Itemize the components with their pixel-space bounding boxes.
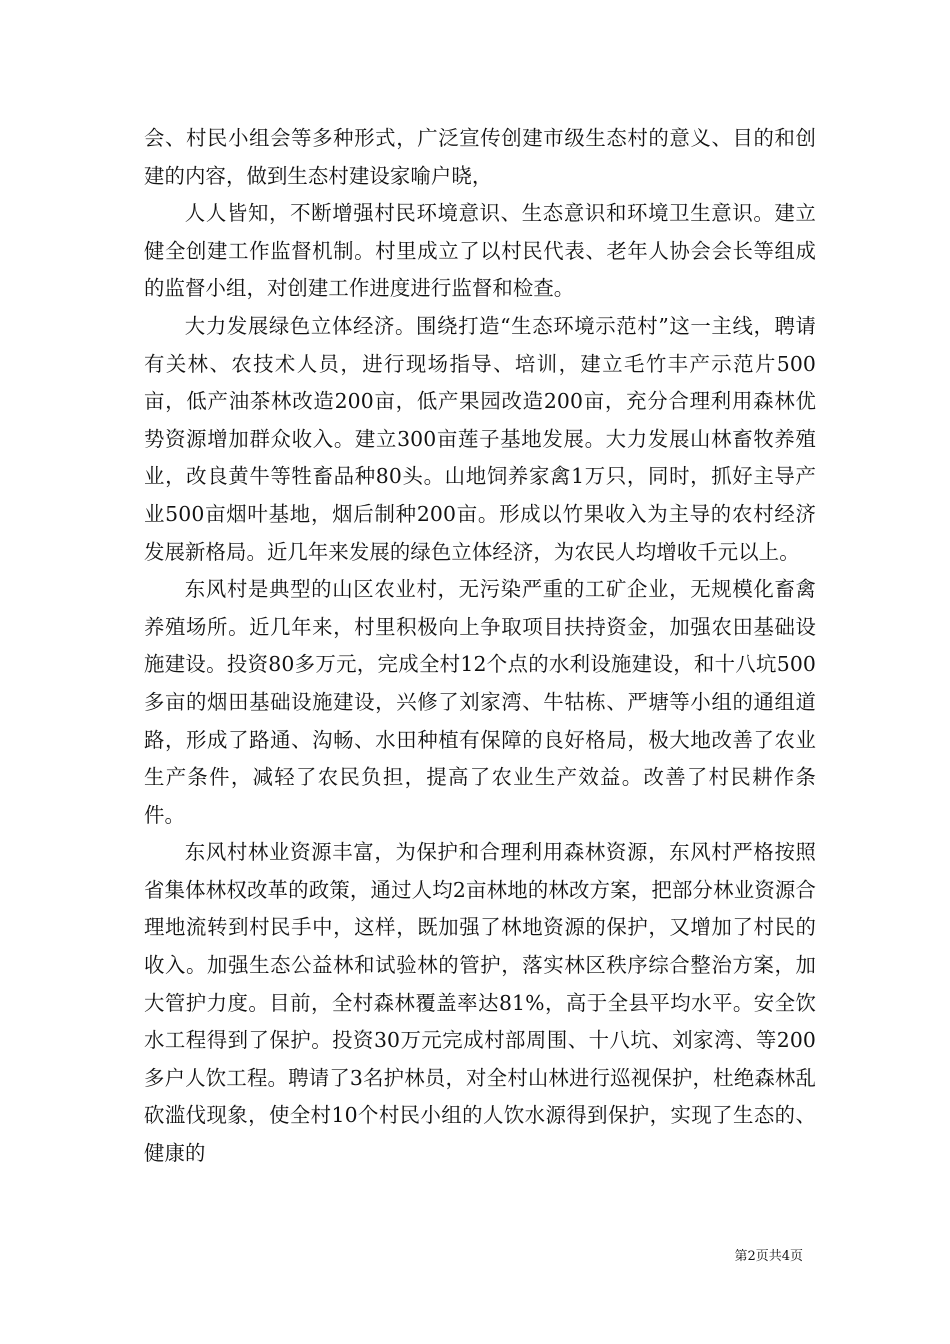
- page-number-footer: 第2页共4页: [734, 1249, 803, 1264]
- document-body: [144, 120, 816, 1173]
- paragraph-1: 会、村民小组会等多种形式，广泛宣传创建市级生态村的意义、目的和创建的内容，做到生态村建设家喻户晓，: [144, 126, 816, 188]
- paragraph-5: 东风村林业资源丰富，为保护和合理利用森林资源，东风村严格按照省集体林权改革的政策，通过人均2亩林地的林改方案，把部分林业资源合理地流转到村民手中，这样，既加强了林地资源的保护，又增加了村民的收入。加强生态公益林和试验林的管护，落实林区秩序综合整治方案，加大管护力度。目前，全村森林覆盖率达81%，高于全县平均水平。安全饮水工程得到了保护。投资30万元完成村部周围、十八坑、刘家湾、等200多户人饮工程。聘请了3名护林员，对全村山林进行巡视保护，杜绝森林乱砍滥伐现象，使全村10个村民小组的人饮水源得到保护，实现了生态的、健康的: [144, 840, 816, 1166]
- paragraph-3: 大力发展绿色立体经济。围绕打造“生态环境示范村”这一主线，聘请有关林、农技术人员，进行现场指导、培训，建立毛竹丰产示范片500亩，低产油茶林改造200亩，低产果园改造200亩，充分合理利用森林优势资源增加群众收入。建立300亩莲子基地发展。大力发展山林畜牧养殖业，改良黄牛等牲畜品种80头。山地饲养家禽1万只，同时，抓好主导产业500亩烟叶基地，烟后制种200亩。形成以竹果收入为主导的农村经济发展新格局。近几年来发展的绿色立体经济，为农民人均增收千元以上。: [144, 313, 816, 564]
- paragraph-2: 人人皆知，不断增强村民环境意识、生态意识和环境卫生意识。建立健全创建工作监督机制。村里成立了以村民代表、老年人协会会长等组成的监督小组，对创建工作进度进行监督和检查。: [144, 201, 816, 301]
- paragraph-4: 东风村是典型的山区农业村，无污染严重的工矿企业，无规模化畜禽养殖场所。近几年来，村里积极向上争取项目扶持资金，加强农田基础设施建设。投资80多万元，完成全村12个点的水利设施建设，和十八坑500多亩的烟田基础设施建设，兴修了刘家湾、牛牯栋、严塘等小组的通组道路，形成了路通、沟畅、水田种植有保障的良好格局，极大地改善了农业生产条件，减轻了农民负担，提高了农业生产效益。改善了村民耕作条件。: [144, 577, 816, 827]
